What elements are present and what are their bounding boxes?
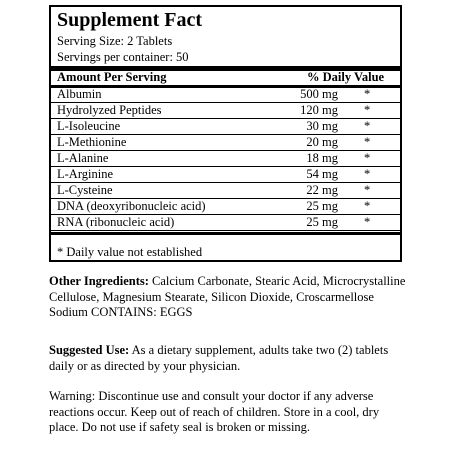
suggested-use-label: Suggested Use:	[49, 343, 130, 357]
table-row	[51, 87, 400, 103]
warning-label: Warning:	[49, 389, 96, 403]
table-row	[51, 135, 400, 151]
header-amount-per-serving: Amount Per Serving	[57, 70, 167, 84]
warning	[49, 389, 409, 436]
nutrient-name: RNA (ribonucleic acid)	[57, 215, 175, 229]
nutrient-name: DNA (deoxyribonucleic acid)	[57, 199, 206, 213]
servings-per-container: Servings per container: 50	[57, 50, 189, 64]
nutrient-daily-value: *	[364, 135, 371, 149]
nutrient-name: L-Alanine	[57, 151, 109, 165]
table-row	[51, 215, 400, 231]
nutrient-daily-value: *	[364, 151, 371, 165]
table-row	[51, 183, 400, 199]
nutrient-amount: 22 mg	[306, 183, 338, 197]
daily-value-footnote: * Daily value not established	[57, 245, 203, 259]
nutrient-amount: 25 mg	[306, 199, 338, 213]
table-row	[51, 119, 400, 135]
serving-size: Serving Size: 2 Tablets	[57, 34, 173, 48]
table-row	[51, 167, 400, 183]
header-daily-value: % Daily Value	[307, 70, 385, 84]
nutrient-daily-value: *	[364, 183, 371, 197]
nutrient-rows	[51, 87, 400, 231]
nutrient-amount: 25 mg	[306, 215, 338, 229]
footnote-divider	[51, 232, 400, 235]
suggested-use-text: As a dietary supplement, adults take two (2) tablets daily or as directed by your physician.	[49, 343, 389, 373]
nutrient-name: L-Arginine	[57, 167, 114, 181]
nutrient-amount: 500 mg	[300, 87, 338, 101]
nutrient-name: Hydrolyzed Peptides	[57, 103, 162, 117]
table-row	[51, 151, 400, 167]
nutrient-amount: 18 mg	[306, 151, 338, 165]
nutrient-amount: 120 mg	[300, 103, 338, 117]
nutrient-amount: 30 mg	[306, 119, 338, 133]
other-ingredients	[49, 274, 409, 321]
suggested-use	[49, 343, 409, 374]
nutrient-name: L-Cysteine	[57, 183, 113, 197]
nutrient-amount: 20 mg	[306, 135, 338, 149]
nutrient-daily-value: *	[364, 215, 371, 229]
table-row	[51, 199, 400, 215]
supplement-facts-panel	[49, 5, 402, 262]
nutrient-name: L-Isoleucine	[57, 119, 121, 133]
nutrient-daily-value: *	[364, 103, 371, 117]
panel-title: Supplement Fact	[57, 9, 202, 31]
nutrient-daily-value: *	[364, 87, 371, 101]
other-ingredients-text: Calcium Carbonate, Stearic Acid, Microcrystalline Cellulose, Magnesium Stearate, Silicon Dioxide, Croscarmellose Sodium CONTAINS: EGGS	[49, 274, 406, 319]
nutrient-daily-value: *	[364, 199, 371, 213]
nutrient-name: L-Methionine	[57, 135, 127, 149]
nutrient-amount: 54 mg	[306, 167, 338, 181]
other-ingredients-label: Other Ingredients:	[49, 274, 149, 288]
nutrient-name: Albumin	[57, 87, 102, 101]
nutrient-daily-value: *	[364, 167, 371, 181]
nutrient-daily-value: *	[364, 119, 371, 133]
warning-text: Discontinue use and consult your doctor if any adverse reactions occur. Keep out of reach of children. Store in a cool, dry place. Do not use if safety seal is broken or missing.	[49, 389, 380, 434]
table-row	[51, 103, 400, 119]
